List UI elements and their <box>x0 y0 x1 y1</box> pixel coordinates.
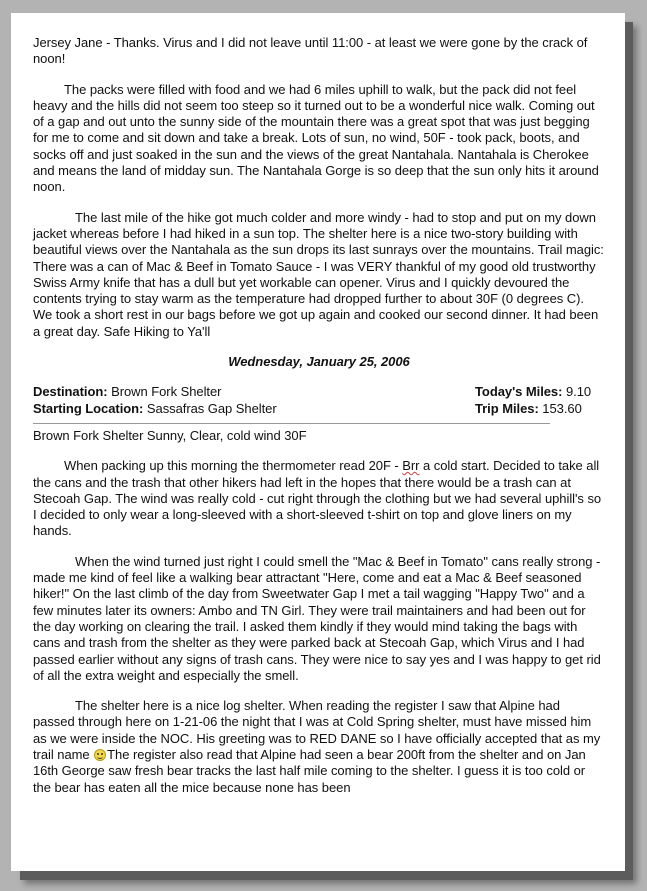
paragraph-log-shelter <box>33 698 605 796</box>
entry-date-heading: Wednesday, January 25, 2006 <box>228 354 410 370</box>
horizontal-divider <box>33 423 550 424</box>
starting-location-value: Sassafras Gap Shelter <box>143 400 277 416</box>
starting-location-label: Starting Location: <box>33 400 144 416</box>
paragraph-packing-up <box>33 458 605 539</box>
destination-row <box>33 384 475 400</box>
destination-value: Brown Fork Shelter <box>107 384 222 400</box>
smiley-icon <box>94 749 106 761</box>
todays-miles-label: Today's Miles: <box>475 384 563 400</box>
trip-miles-row <box>475 401 605 417</box>
paragraph-last-mile: The last mile of the hike got much colder and more windy - had to stop and put on my down jacket whereas before I had hiked in a sun top. The shelter here is a nice two-story building with beautiful views over the Nantahala as the sun drops its last sunrays over the mountains. Trail magic: There was a can of Mac & Beef in Tomato Sauce - I was VERY thankful of my good old trustworthy Swiss Army knife that has a dull but yet workable can opener. Virus and I quickly devoured the contents trying to stay warm as the temperature had dropped further to about 30F (0 degrees C). We took a short rest in our bags before we got up again and cooked our second dinner. It had been a great day. Safe Hiking to Ya'll <box>33 209 604 339</box>
paragraph-packs: The packs were filled with food and we had 6 miles uphill to walk, but the pack did not feel heavy and the hills did not seem too steep so it turned out to be a wonderful nice walk. Coming out of a gap and out unto the sunny side of the mountain there was a great spot that was just begging for me to come and sit down and take a break. Lots of sun, no wind, 50F - took pack, boots, and socks off and just soaked in the sun and the views of the great Nantahala. Nantahala is Cherokee and means the land of midday sun. The Nantahala Gorge is so deep that the sun only hits it around noon. <box>33 81 599 195</box>
document-body <box>33 35 605 796</box>
paragraph-wind: When the wind turned just right I could smell the "Mac & Beef in Tomato" cans really strong - made me kind of feel like a walking bear attractant "Here, come and eat a Mac & Beef seasoned hiker!" On the last climb of the day from Sweetwater Gap I met a tail wagging "Happy Two" and a few minutes later its owners: Ambo and TN Girl. They were trail maintainers and had been out for the day working on clearing the trail. I asked them kindly if they would mind taking the bags with cans and trash from the shelter as they were parked back at Stecoah Gap, which Virus and I had passed earlier without any signs of trash cans. They were nice to say yes and I was happy to get rid of all the extra weight and especially the smell. <box>33 553 601 683</box>
destination-label: Destination: <box>33 384 108 400</box>
shelter-text-end: The register also read that Alpine had seen a bear 200ft from the shelter and on Jan 16th George saw fresh bear tracks the last half mile coming to the shelter. I guess it is too cold or the bear has eaten all the mice because none has been <box>33 746 586 795</box>
weather-line: Brown Fork Shelter Sunny, Clear, cold wind 30F <box>33 427 307 443</box>
todays-miles-row <box>475 384 605 400</box>
packing-text-start: When packing up this morning the thermometer read 20F - <box>64 458 403 474</box>
trip-miles-label: Trip Miles: <box>475 400 539 416</box>
trip-info-table <box>33 384 605 417</box>
paragraph-intro: Jersey Jane - Thanks. Virus and I did not leave until 11:00 - at least we were gone by the crack of noon! <box>33 35 588 67</box>
packing-text-end: a cold start. Decided to take all the cans and the trash that other hikers had left in the hopes that there would be a trash can at Stecoah Gap. The wind was really cold - cut right through the clothing but we had several uphill's so I decided to only wear a long-sleeved with a short-sleeved t-shirt on top and glove liners on my hands. <box>33 458 602 539</box>
shelter-text-start: The shelter here is a nice log shelter. When reading the register I saw that Alpine had passed through here on 1-21-06 the night that I was at Cold Spring shelter, must have missed him as we were inside the NOC. His greeting was to RED DANE so I have officially accepted that as my trail name <box>33 698 601 762</box>
starting-location-row <box>33 401 475 417</box>
trip-miles-value: 153.60 <box>538 400 582 416</box>
spellcheck-word-brr: Brr <box>402 458 420 474</box>
document-page <box>11 13 625 871</box>
todays-miles-value: 9.10 <box>562 384 592 400</box>
